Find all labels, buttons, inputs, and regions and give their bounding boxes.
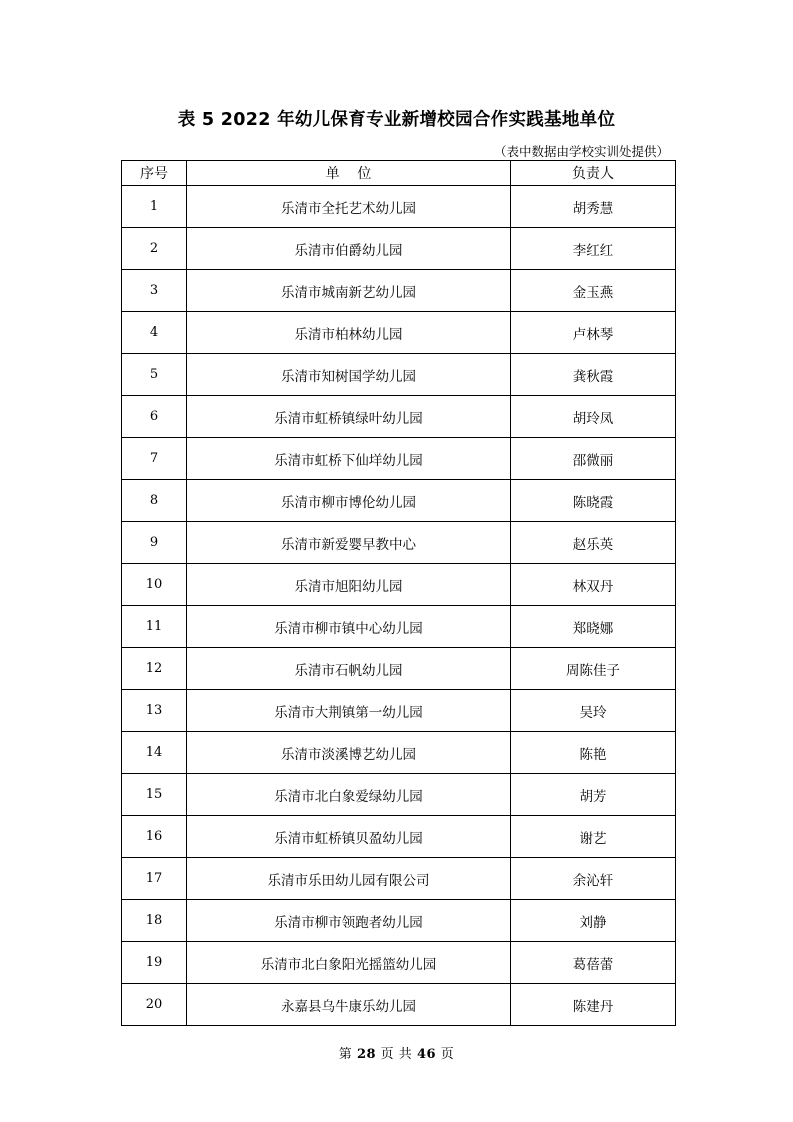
- row-unit-name: 乐清市柳市领跑者幼儿园: [187, 900, 511, 942]
- row-unit-name: 乐清市大荆镇第一幼儿园: [187, 690, 511, 732]
- table-row: [122, 942, 676, 984]
- row-index: 18: [122, 900, 187, 942]
- row-person: 葛蓓蕾: [511, 942, 676, 984]
- row-unit-name: 乐清市柳市博伦幼儿园: [187, 480, 511, 522]
- row-person: 龚秋霞: [511, 354, 676, 396]
- row-person: 金玉燕: [511, 270, 676, 312]
- row-person: 吴玲: [511, 690, 676, 732]
- row-index: 14: [122, 732, 187, 774]
- row-index: 1: [122, 186, 187, 228]
- row-unit-name: 乐清市北白象爱绿幼儿园: [187, 774, 511, 816]
- row-person: 林双丹: [511, 564, 676, 606]
- table-title: 表 5 2022 年幼儿保育专业新增校园合作实践基地单位: [177, 110, 616, 130]
- row-person: 胡玲凤: [511, 396, 676, 438]
- table-row: [122, 270, 676, 312]
- row-index: 15: [122, 774, 187, 816]
- row-person: 陈晓霞: [511, 480, 676, 522]
- table-row: [122, 816, 676, 858]
- row-index: 2: [122, 228, 187, 270]
- row-index: 19: [122, 942, 187, 984]
- page-footer: [0, 1043, 793, 1062]
- row-person: 陈建丹: [511, 984, 676, 1026]
- row-unit-name: 乐清市城南新艺幼儿园: [187, 270, 511, 312]
- table-row: [122, 732, 676, 774]
- row-person: 李红红: [511, 228, 676, 270]
- table-header-row: [122, 161, 676, 186]
- row-index: 10: [122, 564, 187, 606]
- row-person: 周陈佳子: [511, 648, 676, 690]
- row-index: 7: [122, 438, 187, 480]
- row-index: 3: [122, 270, 187, 312]
- row-person: 胡秀慧: [511, 186, 676, 228]
- footer-suffix: 页: [440, 1047, 455, 1062]
- table-row: [122, 900, 676, 942]
- row-index: 16: [122, 816, 187, 858]
- row-unit-name: 乐清市淡溪博艺幼儿园: [187, 732, 511, 774]
- row-person: 邵微丽: [511, 438, 676, 480]
- current-page-number: 28: [356, 1047, 377, 1062]
- row-unit-name: 永嘉县乌牛康乐幼儿园: [187, 984, 511, 1026]
- header-unit: 单 位: [187, 161, 511, 186]
- row-unit-name: 乐清市旭阳幼儿园: [187, 564, 511, 606]
- row-unit-name: 乐清市柏林幼儿园: [187, 312, 511, 354]
- row-index: 17: [122, 858, 187, 900]
- table-row: [122, 648, 676, 690]
- row-unit-name: 乐清市乐田幼儿园有限公司: [187, 858, 511, 900]
- row-index: 8: [122, 480, 187, 522]
- table-row: [122, 564, 676, 606]
- row-index: 13: [122, 690, 187, 732]
- row-unit-name: 乐清市新爱婴早教中心: [187, 522, 511, 564]
- row-person: 刘静: [511, 900, 676, 942]
- table-row: [122, 354, 676, 396]
- table-row: [122, 480, 676, 522]
- row-index: 20: [122, 984, 187, 1026]
- table-row: [122, 522, 676, 564]
- row-unit-name: 乐清市全托艺术幼儿园: [187, 186, 511, 228]
- table-row: [122, 774, 676, 816]
- table-row: [122, 438, 676, 480]
- row-index: 11: [122, 606, 187, 648]
- source-note: （表中数据由学校实训处提供）: [493, 144, 669, 159]
- row-person: 郑晓娜: [511, 606, 676, 648]
- row-unit-name: 乐清市知树国学幼儿园: [187, 354, 511, 396]
- table-row: [122, 228, 676, 270]
- table-row: [122, 690, 676, 732]
- row-index: 12: [122, 648, 187, 690]
- table-row: [122, 186, 676, 228]
- header-index: 序号: [122, 161, 187, 186]
- row-index: 5: [122, 354, 187, 396]
- table-row: [122, 858, 676, 900]
- row-person: 胡芳: [511, 774, 676, 816]
- row-unit-name: 乐清市虹桥下仙垟幼儿园: [187, 438, 511, 480]
- row-unit-name: 乐清市石帆幼儿园: [187, 648, 511, 690]
- table-row: [122, 606, 676, 648]
- row-index: 4: [122, 312, 187, 354]
- row-unit-name: 乐清市虹桥镇贝盈幼儿园: [187, 816, 511, 858]
- row-unit-name: 乐清市柳市镇中心幼儿园: [187, 606, 511, 648]
- header-person: 负责人: [511, 161, 676, 186]
- row-index: 9: [122, 522, 187, 564]
- row-unit-name: 乐清市北白象阳光摇篮幼儿园: [187, 942, 511, 984]
- total-pages-number: 46: [416, 1047, 437, 1062]
- row-person: 卢林琴: [511, 312, 676, 354]
- row-person: 赵乐英: [511, 522, 676, 564]
- row-index: 6: [122, 396, 187, 438]
- row-person: 谢艺: [511, 816, 676, 858]
- table-row: [122, 312, 676, 354]
- row-person: 余沁轩: [511, 858, 676, 900]
- row-unit-name: 乐清市虹桥镇绿叶幼儿园: [187, 396, 511, 438]
- row-person: 陈艳: [511, 732, 676, 774]
- row-unit-name: 乐清市伯爵幼儿园: [187, 228, 511, 270]
- footer-middle: 页 共: [380, 1047, 413, 1062]
- practice-base-table: [121, 160, 676, 1026]
- table-row: [122, 396, 676, 438]
- footer-prefix: 第: [338, 1047, 353, 1062]
- table-row: [122, 984, 676, 1026]
